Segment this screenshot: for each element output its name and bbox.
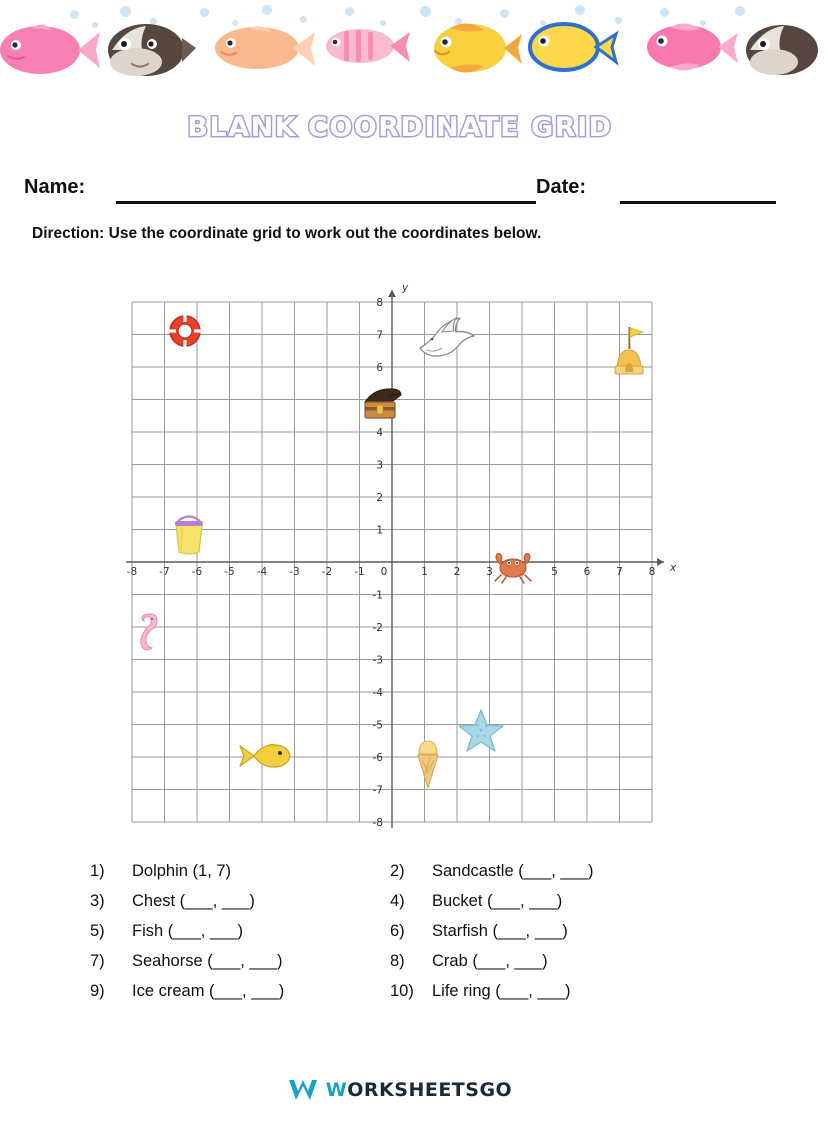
question-text: Starfish (___, ___) [432,922,568,940]
fish-icon-pufferfish [92,18,198,80]
svg-text:6: 6 [583,566,591,578]
fish-icon-striped [316,18,412,72]
bubble-icon [200,8,209,17]
svg-text:-7: -7 [159,566,170,578]
page-title: BLANK COORDINATE GRID [187,112,613,143]
brand-first-letter: W [325,1079,348,1101]
seahorse-icon [136,610,164,654]
question-item[interactable] [390,982,571,1001]
yellow-fish-icon [238,740,292,772]
question-text: Crab (___, ___) [432,952,548,970]
fish-icon-dark-right [738,18,828,78]
fish-icon-pink [0,18,102,78]
svg-text:-2: -2 [321,566,333,578]
bubble-icon [660,8,669,17]
question-number: 8) [390,952,405,970]
name-date-row [24,176,776,206]
brand-rest: ORKSHEETS [347,1079,480,1101]
life-ring-icon [168,314,202,348]
svg-text:-6: -6 [191,566,203,578]
question-item[interactable] [90,922,390,941]
svg-text:-6: -6 [372,752,383,764]
brand-name [326,1079,512,1101]
footer [0,1078,800,1107]
svg-text:y: y [402,282,409,294]
dolphin-icon [416,314,478,356]
svg-text:-1: -1 [354,566,365,578]
question-number: 10) [390,982,414,1000]
question-number: 1) [90,862,105,880]
question-text: Seahorse (___, ___) [132,952,283,970]
svg-text:2: 2 [453,566,461,578]
question-item[interactable] [390,862,593,881]
bubble-icon [735,6,745,16]
fish-icon-pink-tropical [636,18,740,76]
bubble-icon [500,9,509,18]
svg-text:6: 6 [376,362,383,374]
question-text: Sandcastle (___, ___) [432,862,594,880]
svg-text:8: 8 [648,566,656,578]
question-item[interactable] [90,952,390,971]
svg-text:3: 3 [376,459,383,472]
question-row [90,982,730,1012]
svg-text:-8: -8 [372,817,383,829]
svg-text:1: 1 [376,524,383,537]
question-number: 7) [90,952,105,970]
question-number: 3) [90,892,105,910]
svg-text:-5: -5 [224,566,235,578]
question-number: 6) [390,922,405,940]
bubble-icon [345,7,354,16]
svg-text:-3: -3 [289,566,300,578]
question-text: Ice cream (___, ___) [132,982,285,1000]
worksheetsgo-logo-icon [288,1078,318,1102]
question-item[interactable] [390,922,568,941]
svg-text:-7: -7 [372,784,383,797]
svg-text:1: 1 [421,566,428,578]
question-row [90,862,730,892]
ice-cream-icon [414,738,442,792]
question-item[interactable] [390,952,548,971]
brand-logo [288,1078,512,1102]
date-label: Date: [536,176,587,198]
question-row [90,952,730,982]
question-item[interactable] [90,982,390,1001]
svg-text:x: x [670,562,677,574]
questions-list [90,862,730,1012]
bubble-icon [420,6,431,17]
treasure-chest-icon [360,386,406,426]
question-item[interactable] [390,892,562,911]
question-text: Dolphin (1, 7) [132,862,232,880]
svg-text:-3: -3 [372,654,383,667]
fish-icon-peach [205,18,317,76]
question-item[interactable] [90,892,390,911]
question-number: 5) [90,922,105,940]
sandcastle-icon [612,326,646,376]
coordinate-grid [120,282,677,835]
svg-text:-5: -5 [372,719,383,732]
question-text: Life ring (___, ___) [432,982,571,1000]
name-label: Name: [24,176,86,198]
direction-text: Direction: Use the coordinate grid to work out the coordinates below. [32,225,542,242]
question-number: 2) [390,862,405,880]
fish-icon-blue-yellow [518,18,618,76]
svg-text:3: 3 [486,566,493,578]
question-text: Chest (___, ___) [132,892,255,910]
question-row [90,922,730,952]
starfish-icon [458,708,504,752]
svg-text:5: 5 [551,566,558,578]
svg-text:0: 0 [380,566,388,578]
svg-text:-4: -4 [372,687,383,699]
coordinate-grid-svg [120,282,677,835]
svg-text:-8: -8 [126,566,138,578]
svg-text:-4: -4 [256,566,268,578]
svg-text:8: 8 [376,297,383,309]
question-item[interactable] [90,862,390,881]
question-number: 4) [390,892,405,910]
svg-text:-2: -2 [372,622,383,634]
bubble-icon [575,5,585,15]
svg-text:7: 7 [376,329,383,342]
question-row [90,892,730,922]
question-text: Fish (___, ___) [132,922,243,940]
decorative-fish-border [0,0,800,92]
brand-last: GO [479,1079,513,1101]
svg-text:4: 4 [376,427,383,439]
bucket-icon [172,516,206,560]
svg-text:7: 7 [616,566,623,578]
fish-icon-yellow [420,18,524,78]
bubble-icon [120,6,131,17]
question-text: Bucket (___, ___) [432,892,563,910]
name-input-line[interactable] [116,201,536,204]
crab-icon [492,548,534,584]
question-number: 9) [90,982,105,1000]
bubble-icon [262,5,272,15]
svg-text:-1: -1 [372,589,383,602]
svg-text:2: 2 [376,492,383,504]
date-input-line[interactable] [620,201,776,204]
